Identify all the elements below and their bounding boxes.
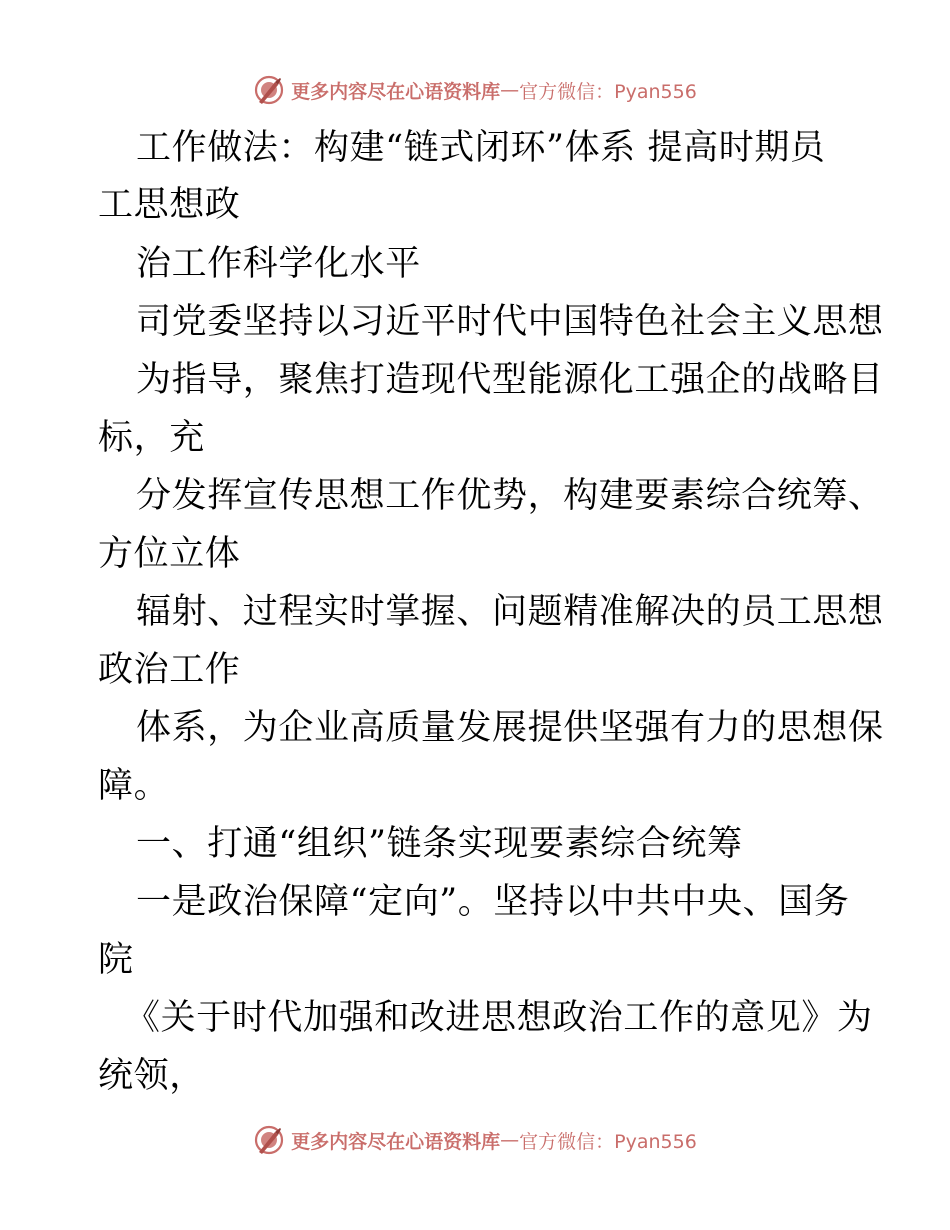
text-line: 一是政治保障“定向”。坚持以中共中央、国务 bbox=[136, 882, 850, 922]
text-line: 院 bbox=[98, 940, 134, 980]
text-line: 标，充 bbox=[98, 418, 205, 458]
footer-watermark bbox=[0, 1120, 950, 1160]
text-line: 方位立体 bbox=[98, 534, 241, 574]
watermark-wechat-text: 官方微信：Pyan556 bbox=[519, 80, 697, 103]
watermark-site-text: 更多内容尽在心语资料库 bbox=[291, 80, 501, 103]
text-line: 工作做法：构建“链式闭环”体系 提高时期员 bbox=[136, 128, 826, 168]
text-line: 司党委坚持以习近平时代中国特色社会主义思想 bbox=[136, 302, 884, 342]
text-line: 分发挥宣传思想工作优势，构建要素综合统筹、 bbox=[136, 476, 884, 516]
text-line: 体系，为企业高质量发展提供坚强有力的思想保 bbox=[136, 708, 884, 748]
quill-seal-icon bbox=[253, 74, 285, 106]
header-watermark bbox=[0, 70, 950, 110]
text-line: 障。 bbox=[98, 766, 170, 806]
section-heading: 一、打通“组织”链条实现要素综合统筹 bbox=[136, 824, 743, 864]
watermark-wechat-text: 官方微信：Pyan556 bbox=[519, 1130, 697, 1153]
watermark-site-text: 更多内容尽在心语资料库 bbox=[291, 1130, 501, 1153]
quill-seal-icon bbox=[253, 1124, 285, 1156]
watermark-dash: — bbox=[500, 1129, 520, 1151]
text-line: 辐射、过程实时掌握、问题精准解决的员工思想 bbox=[136, 592, 884, 632]
text-line: 工思想政 bbox=[98, 185, 241, 225]
text-line: 《关于时代加强和改进思想政治工作的意见》为 bbox=[125, 998, 873, 1038]
text-line: 政治工作 bbox=[98, 650, 241, 690]
text-line: 统领， bbox=[98, 1056, 205, 1096]
watermark-dash: — bbox=[500, 79, 520, 101]
text-line: 治工作科学化水平 bbox=[136, 244, 421, 284]
text-line: 为指导，聚焦打造现代型能源化工强企的战略目 bbox=[136, 360, 884, 400]
